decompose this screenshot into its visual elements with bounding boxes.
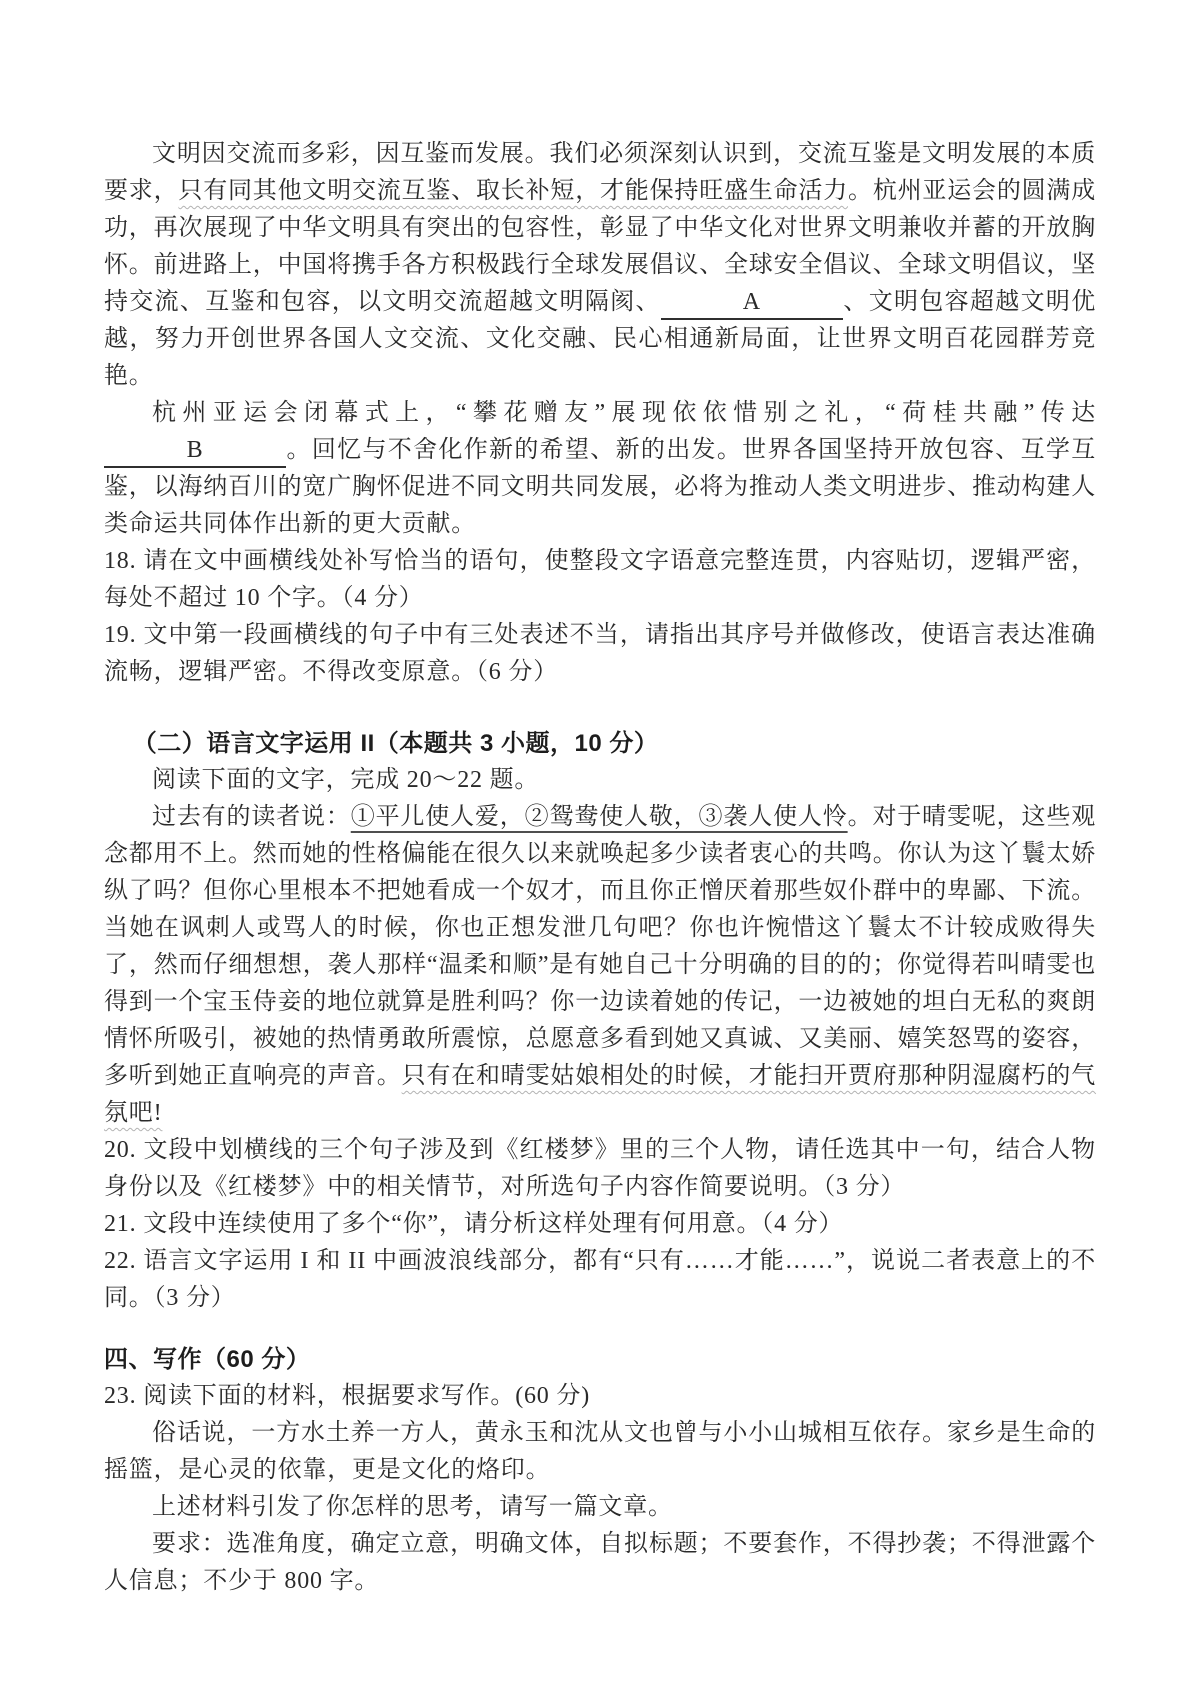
text-segment: 、文明包容超越文明优越，努力开创世界各国人文交流、文化交融、民心相通新局面，让世界文明百花园群芳竞艳。 xyxy=(104,289,1096,389)
question-21: 21. 文段中连续使用了多个“你”，请分析这样处理有何用意。（4 分） xyxy=(104,1211,844,1237)
question-22: 22. 语言文字运用 I 和 II 中画波浪线部分，都有“只有……才能……”，说说二者表意上的不同。（3 分） xyxy=(104,1248,1096,1311)
text-segment: 。对于晴雯呢，这些观念都用不上。然而她的性格偏能在很久以来就唤起多少读者衷心的共鸣。你认为这丫鬟太娇纵了吗？但你心里根本不把她看成一个奴才，而且你正憎厌着那些奴仆群中的卑鄙、下流。当她在讽刺人或骂人的时候，你也正想发泄几句吧？你也许惋惜这丫鬟太不计较成败得失了，然而仔细想想，袭人那样“温柔和顺”是有她自己十分明确的目的的；你觉得若叫晴雯也得到一个宝玉侍妾的地位就算是胜利吗？你一边读着她的传记，一边被她的坦白无私的爽朗情怀所吸引，被她的热情勇敢所震惊，总愿意多看到她又真诚、又美丽、嬉笑怒骂的姿容，多听到她正直响亮的声音。 xyxy=(104,804,1097,1089)
section2-heading: （二）语言文字运用 II（本题共 3 小题，10 分） xyxy=(132,730,659,757)
writing-requirements: 要求：选准角度，确定立意，明确文体，自拟标题；不要套作，不得抄袭；不得泄露个人信息；不少于 800 字。 xyxy=(104,1531,1096,1594)
question-19: 19. 文中第一段画横线的句子中有三处表述不当，请指出其序号并做修改，使语言表达准确流畅，逻辑严密。不得改变原意。（6 分） xyxy=(104,622,1096,685)
text-segment: 文明因交流而多彩，因互鉴而发展。我们必须深刻认识到，交流互鉴是文明发展的本质要求， xyxy=(104,141,1096,204)
writing-prompt: 上述材料引发了你怎样的思考，请写一篇文章。 xyxy=(152,1494,673,1520)
wavy-underlined-text: 只有在和晴雯姑娘相处的时候，才能扫开贾府那种阴湿腐朽的气氛吧! xyxy=(104,1063,1097,1126)
text-segment: 。回忆与不舍化作新的希望、新的出发。世界各国坚持开放包容、互学互鉴，以海纳百川的宽广胸怀促进不同文明共同发展，必将为推动人类文明进步、推动构建人类命运共同体作出新的更大贡献。 xyxy=(104,437,1096,537)
passage1-paragraph-2 xyxy=(104,395,1096,543)
wavy-underlined-text: 只有同其他文明交流互鉴、取长补短，才能保持旺盛生命活力 xyxy=(178,178,849,204)
text-segment: 杭州亚运会闭幕式上，“攀花赠友”展现依依惜别之礼，“荷桂共融”传达 xyxy=(152,400,1096,426)
section-writing xyxy=(104,1341,1096,1600)
question-18: 18. 请在文中画横线处补写恰当的语句，使整段文字语意完整连贯，内容贴切，逻辑严密，每处不超过 10 个字。（4 分） xyxy=(104,548,1096,611)
text-segment: 过去有的读者说： xyxy=(152,804,351,830)
writing-material: 俗话说，一方水土养一方人，黄永玉和沈从文也曾与小小山城相互依存。家乡是生命的摇篮，是心灵的依靠，更是文化的烙印。 xyxy=(104,1420,1096,1483)
blank-A: A xyxy=(661,287,843,320)
passage1-paragraph-1 xyxy=(104,136,1096,395)
section-language-use-1 xyxy=(104,136,1096,691)
question-23: 23. 阅读下面的材料，根据要求写作。(60 分) xyxy=(104,1383,590,1409)
passage2-intro: 阅读下面的文字，完成 20～22 题。 xyxy=(152,767,540,793)
text-segment: 。杭州亚运会的圆满成功，再次展现了中华文明具有突出的包容性，彰显了中华文化对世界文明兼收并蓄的开放胸怀。前进路上，中国将携手各方积极践行全球发展倡议、全球安全倡议、全球文明倡议，坚持交流、互鉴和包容，以文明交流超越文明隔阂、 xyxy=(104,178,1097,315)
section-language-use-2 xyxy=(104,725,1096,1317)
underlined-text: ①平儿使人爱，②鸳鸯使人敬，③袭人使人怜 xyxy=(350,804,848,830)
blank-B: B xyxy=(104,435,286,468)
writing-section-heading: 四、写作（60 分） xyxy=(104,1346,311,1373)
question-20: 20. 文段中划横线的三个句子涉及到《红楼梦》里的三个人物，请任选其中一句，结合人物身份以及《红楼梦》中的相关情节，对所选句子内容作简要说明。（3 分） xyxy=(104,1137,1096,1200)
passage2-paragraph xyxy=(104,799,1096,1132)
